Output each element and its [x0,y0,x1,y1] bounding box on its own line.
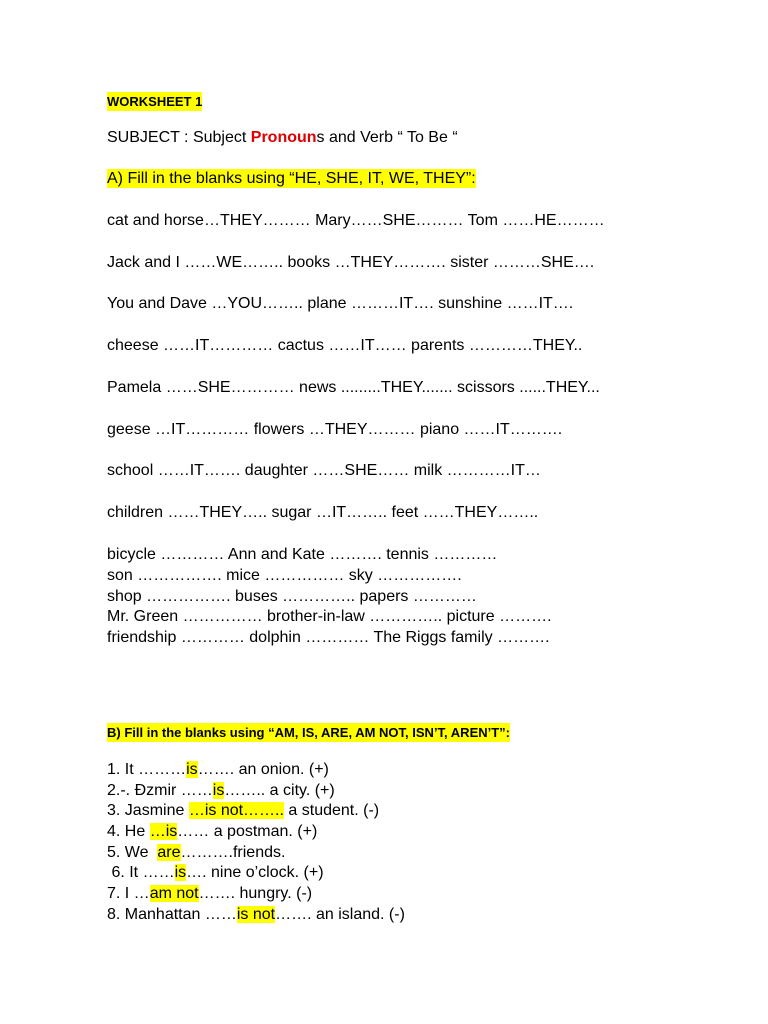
subject-line [107,128,458,147]
section-a-line: school ……IT……. daughter ……SHE…… milk …………IT… [107,462,541,479]
item-answer: is not [236,906,276,923]
section-a-line: children ……THEY….. sugar …IT…….. feet ……THEY…….. [107,504,539,521]
section-a-line: Pamela ……SHE………… news .........THEY....... scissors ......THEY... [107,379,600,396]
section-a-blank-line: son ……………. mice …………… sky ……………. [107,567,462,584]
subject-suffix: s and Verb “ To Be “ [316,129,458,146]
section-a-blank-line: bicycle ………… Ann and Kate ………. tennis ………… [107,546,498,563]
section-a-line: cat and horse…THEY……… Mary……SHE……… Tom ……HE……… [107,212,605,229]
item-answer: am not [149,885,199,902]
section-a-line: cheese ……IT………… cactus ……IT…… parents …………THEY.. [107,337,583,354]
item-prefix: 3. Jasmine [107,802,189,819]
item-suffix: ……. an onion. (+) [197,761,329,778]
section-b-item [107,843,285,862]
item-answer: is [186,761,198,778]
item-answer: is [212,782,225,799]
section-a-line: geese …IT………… flowers …THEY……… piano ……IT………. [107,421,563,438]
item-prefix: 2.-. Đzmir …… [107,782,213,799]
item-suffix: …… a postman. (+) [177,823,318,840]
item-prefix: 6. It …… [107,864,175,881]
item-suffix: …. nine o’clock. (+) [186,864,324,881]
section-b-item [107,801,379,820]
item-suffix: ……. an island. (-) [275,906,405,923]
item-suffix: ……. hungry. (-) [198,885,313,902]
section-a-blank-line: shop ……………. buses ………….. papers ………… [107,588,477,605]
section-a-line: You and Dave …YOU…….. plane ………IT…. sunshine ……IT…. [107,295,574,312]
item-suffix: a student. (-) [283,802,380,819]
item-answer: are [157,844,181,861]
item-prefix: 4. He [107,823,150,840]
subject-highlight: Pronoun [250,129,317,146]
item-answer: is [174,864,187,881]
item-answer: …is not…….. [188,802,284,819]
item-prefix: 1. It ……… [107,761,187,778]
item-prefix: 5. We [107,844,158,861]
item-suffix: ……….friends. [180,844,286,861]
section-a-line: Jack and I ……WE…….. books …THEY………. sister ………SHE…. [107,254,595,271]
section-b-item [107,863,324,882]
item-suffix: …….. a city. (+) [224,782,335,799]
section-b-item [107,760,329,779]
item-prefix: 8. Manhattan …… [107,906,237,923]
section-b-item [107,884,312,903]
subject-prefix: SUBJECT : Subject [107,129,251,146]
section-b-heading: B) Fill in the blanks using “AM, IS, ARE, AM NOT, ISN’T, AREN’T”: [107,725,511,740]
section-a-blank-line: friendship ………… dolphin ………… The Riggs family ………. [107,629,550,646]
section-a-blank-line: Mr. Green …………… brother-in-law ………….. picture ………. [107,608,552,625]
section-b-item [107,781,335,800]
worksheet-title: WORKSHEET 1 [107,94,203,109]
item-prefix: 7. I … [107,885,150,902]
section-a-heading: A) Fill in the blanks using “HE, SHE, IT, WE, THEY”: [107,170,476,187]
item-answer: …is [149,823,178,840]
section-b-item [107,905,405,924]
section-b-item [107,822,317,841]
